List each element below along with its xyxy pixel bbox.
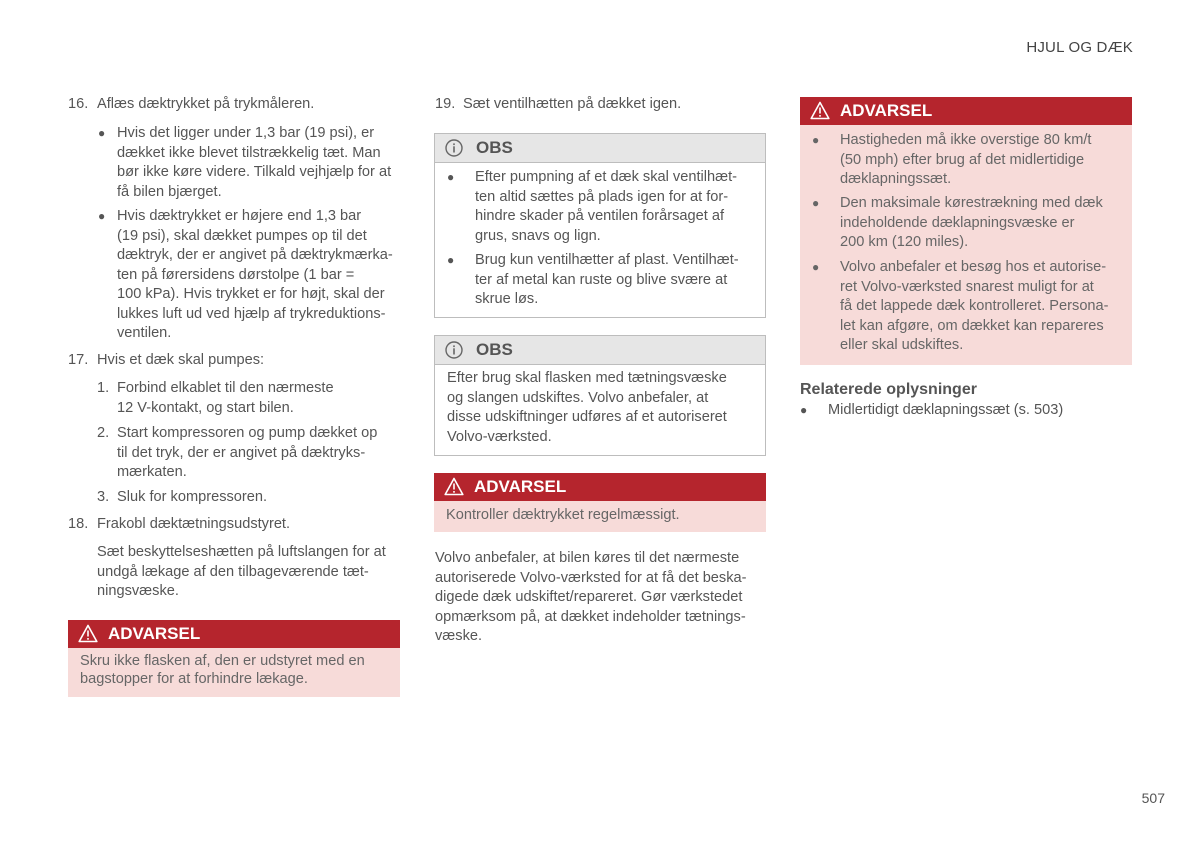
step-text: 12 V-kontakt, og start bilen. <box>117 399 294 416</box>
obs-line: Volvo-værksted. <box>447 428 552 445</box>
bullet-line: lukkes luft ud ved hjælp af trykreduktions- <box>117 305 386 322</box>
obs-line: Efter brug skal flasken med tætningsvæske <box>447 370 727 386</box>
warning-triangle-icon <box>78 624 98 643</box>
bullet-line: dæktryk, der er angivet på dæktrykmærka- <box>117 247 393 263</box>
bullet-line: grus, snavs og lign. <box>475 227 601 244</box>
bullet-icon: ● <box>98 126 106 140</box>
list-item <box>812 131 1122 190</box>
bullet-line: Hvis dæktrykket er højere end 1,3 bar <box>117 208 362 224</box>
related-link-item[interactable] <box>800 401 1130 421</box>
paragraph-line: Sæt beskyttelseshætten på luftslangen for at <box>97 544 386 560</box>
bullet-line: ret Volvo-værksted snarest muligt for at <box>840 278 1094 295</box>
obs-body <box>435 365 765 447</box>
paragraph-line: ningsvæske. <box>97 583 179 599</box>
bullet-line: (50 mph) efter brug af det midlertidige <box>840 151 1085 168</box>
warning-body <box>800 125 1132 365</box>
warning-body <box>434 501 766 532</box>
obs-note-box <box>434 335 766 456</box>
warning-line: bagstopper for at forhindre lækage. <box>80 671 308 687</box>
bullet-line: Hastigheden må ikke overstige 80 km/t <box>840 132 1092 148</box>
warning-line: Kontroller dæktrykket regelmæssigt. <box>446 507 680 523</box>
step-text: Hvis et dæk skal pumpes: <box>97 352 265 368</box>
obs-label: OBS <box>476 138 513 157</box>
page-number: 507 <box>1141 790 1165 806</box>
bullet-line: ten på førersidens dørstolpe (1 bar = <box>117 266 355 283</box>
paragraph-line: væske. <box>435 628 483 644</box>
obs-label: OBS <box>476 340 513 359</box>
recommendation-paragraph <box>435 549 765 647</box>
warning-label: ADVARSEL <box>840 101 933 120</box>
substep-3 <box>97 488 407 508</box>
warning-body <box>68 648 400 697</box>
step-19 <box>435 95 765 115</box>
info-circle-icon <box>445 341 463 359</box>
paragraph-line: digede dæk udskiftet/repareret. Gør værkstedet <box>435 589 743 605</box>
bullet-line: hindre skader på ventilen forårsaget af <box>475 208 725 224</box>
step-text: Sluk for kompressoren. <box>117 489 268 505</box>
step-number: 2. <box>97 425 110 441</box>
bullet-line: (19 psi), skal dækket pumpes op til det <box>117 227 367 244</box>
bullet-icon: ● <box>812 260 820 274</box>
step-text: Forbind elkablet til den nærmeste <box>117 380 334 396</box>
list-item <box>812 258 1122 356</box>
step-16 <box>68 95 408 115</box>
bullet-icon: ● <box>812 133 820 147</box>
obs-header <box>435 134 765 163</box>
bullet-line: Volvo anbefaler et besøg hos et autorise- <box>840 259 1107 275</box>
substep-2 <box>97 424 407 483</box>
list-item <box>98 124 408 202</box>
step-text: Sæt ventilhætten på dækket igen. <box>463 96 682 112</box>
info-circle-icon <box>445 139 463 157</box>
warning-line: Skru ikke flasken af, den er udstyret med en <box>80 653 365 669</box>
bullet-line: Hvis det ligger under 1,3 bar (19 psi), er <box>117 125 375 141</box>
step-18-paragraph <box>97 543 407 602</box>
warning-label: ADVARSEL <box>474 477 567 496</box>
bullet-icon: ● <box>447 253 455 267</box>
step-number: 16. <box>68 96 89 112</box>
obs-line: og slangen udskiftes. Volvo anbefaler, at <box>447 389 709 406</box>
bullet-line: ten altid sættes på plads igen for at for- <box>475 188 729 205</box>
step-number: 1. <box>97 380 110 396</box>
bullet-line: bør ikke køre videre. Tilkald vejhjælp for at <box>117 164 392 180</box>
substep-1 <box>97 379 407 418</box>
warning-box <box>68 620 400 697</box>
bullet-line: Brug kun ventilhætter af plast. Ventilhæt- <box>475 252 739 268</box>
list-item <box>812 194 1122 253</box>
step-17 <box>68 351 408 371</box>
related-link[interactable]: Midlertidigt dæklapningssæt (s. 503) <box>828 402 1064 418</box>
warning-header <box>434 473 766 501</box>
bullet-line: 200 km (120 miles). <box>840 234 969 250</box>
bullet-line: skrue løs. <box>475 291 539 307</box>
step-text: Start kompressoren og pump dækket op <box>117 425 378 441</box>
warning-label: ADVARSEL <box>108 624 201 643</box>
warning-header <box>800 97 1132 125</box>
step-text: Aflæs dæktrykket på trykmåleren. <box>97 96 315 112</box>
bullet-icon: ● <box>98 209 106 223</box>
bullet-line: få bilen bjærget. <box>117 183 222 200</box>
bullet-line: eller skal udskiftes. <box>840 337 964 353</box>
obs-line: disse udskiftninger udføres af et autoriseret <box>447 409 727 425</box>
bullet-line: få det lappede dæk kontrolleret. Persona- <box>840 298 1109 314</box>
warning-box <box>800 97 1132 365</box>
list-item <box>447 251 757 310</box>
bullet-line: indeholdende dæklapningsvæske er <box>840 214 1075 231</box>
bullet-line: Den maksimale kørestrækning med dæk <box>840 195 1103 211</box>
step-number: 3. <box>97 489 110 505</box>
related-info-heading: Relaterede oplysninger <box>800 381 977 398</box>
bullet-icon: ● <box>447 170 455 184</box>
warning-header <box>68 620 400 648</box>
warning-triangle-icon <box>810 101 830 120</box>
bullet-line: dækket ikke blevet tilstrækkelig tæt. Man <box>117 144 381 161</box>
section-title: HJUL OG DÆK <box>1026 39 1133 56</box>
warning-triangle-icon <box>444 477 464 496</box>
warning-box <box>434 473 766 532</box>
bullet-line: let kan afgøre, om dækket kan repareres <box>840 317 1104 334</box>
paragraph-line: opmærksom på, at dækket indeholder tætnings- <box>435 608 746 625</box>
step-number: 18. <box>68 516 89 532</box>
step-18 <box>68 515 408 535</box>
bullet-line: ventilen. <box>117 325 172 341</box>
step-text: Frakobl dæktætningsudstyret. <box>97 516 291 532</box>
list-item <box>447 168 757 246</box>
paragraph-line: Volvo anbefaler, at bilen køres til det nærmeste <box>435 550 740 566</box>
bullet-icon: ● <box>800 403 808 417</box>
list-item <box>98 207 408 344</box>
bullet-line: ter af metal kan ruste og blive svære at <box>475 271 728 288</box>
bullet-icon: ● <box>812 196 820 210</box>
obs-note-box <box>434 133 766 318</box>
paragraph-line: undgå lækage af den tilbageværende tæt- <box>97 563 369 580</box>
step-number: 17. <box>68 352 89 368</box>
step-number: 19. <box>435 96 456 112</box>
step-text: til det tryk, der er angivet på dæktryks- <box>117 444 366 461</box>
step-text: mærkaten. <box>117 464 187 480</box>
bullet-line: dæklapningssæt. <box>840 171 952 187</box>
bullet-line: Efter pumpning af et dæk skal ventilhæt- <box>475 169 738 185</box>
paragraph-line: autoriserede Volvo-værksted for at få det beska- <box>435 569 747 586</box>
obs-header <box>435 336 765 365</box>
bullet-line: 100 kPa). Hvis trykket er for højt, skal der <box>117 286 385 302</box>
